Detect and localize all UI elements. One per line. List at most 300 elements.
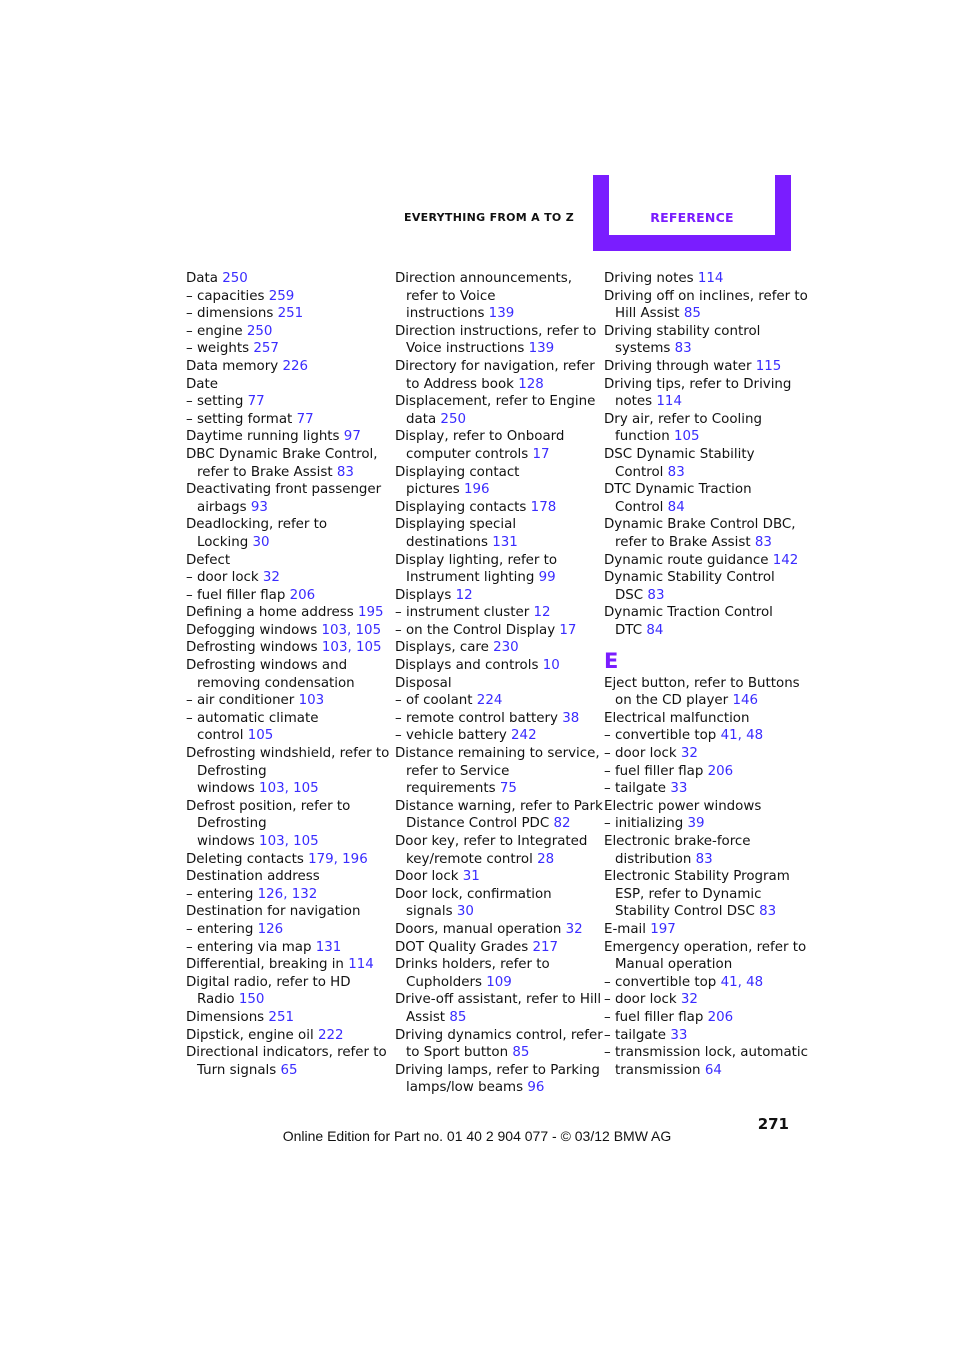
index-entry-text: Digital radio, refer to HD xyxy=(186,974,351,990)
index-entry xyxy=(395,569,595,587)
index-entry xyxy=(186,727,386,745)
index-entry-text: Drive-off assistant, refer to Hill xyxy=(395,992,602,1008)
index-entry xyxy=(186,956,386,974)
index-entry xyxy=(395,745,600,763)
index-page-link[interactable]: 12 xyxy=(533,605,551,621)
index-page-link[interactable]: 142 xyxy=(772,552,799,568)
index-entry xyxy=(604,833,804,851)
index-entry-text: Deactivating front passenger xyxy=(186,482,382,498)
index-page-link[interactable]: 206 xyxy=(289,587,316,603)
index-entry-text: Control xyxy=(615,499,668,515)
index-entry xyxy=(604,499,804,517)
index-entry-text: Defrosting xyxy=(197,763,267,779)
index-entry xyxy=(395,393,595,411)
index-page-link[interactable]: 85 xyxy=(683,306,701,322)
index-entry-text: Dynamic Brake Control DBC, xyxy=(604,517,796,533)
index-entry-text: distribution xyxy=(615,851,696,867)
index-entry xyxy=(604,1044,809,1062)
index-page-link[interactable]: 126, 132 xyxy=(257,886,318,902)
index-entry xyxy=(395,305,595,323)
index-entry-text: DTC Dynamic Traction xyxy=(604,482,752,498)
index-entry xyxy=(395,710,595,728)
index-entry-text: Turn signals xyxy=(197,1062,281,1078)
index-entry xyxy=(186,692,386,710)
index-page-link[interactable]: 250 xyxy=(222,271,248,286)
index-entry xyxy=(395,446,595,464)
index-entry xyxy=(186,639,386,657)
index-entry-text: – tailgate xyxy=(604,781,671,797)
index-entry-text: – weights xyxy=(186,341,254,357)
index-entry xyxy=(395,886,595,904)
index-page-link[interactable]: 139 xyxy=(528,341,555,357)
index-page-link[interactable]: 64 xyxy=(704,1062,722,1078)
index-page-link[interactable]: 139 xyxy=(488,306,515,322)
index-entry-text: – door lock xyxy=(604,746,681,762)
index-entry xyxy=(604,956,804,974)
index-page-link[interactable]: 179, 196 xyxy=(308,851,368,867)
index-page-link[interactable]: 128 xyxy=(518,376,544,392)
index-page-link[interactable]: 83 xyxy=(695,851,713,867)
index-entry-text: Driving dynamics control, refer xyxy=(395,1027,603,1043)
index-page-link[interactable]: 77 xyxy=(296,411,314,427)
index-page-link[interactable]: 224 xyxy=(476,693,503,709)
index-entry xyxy=(604,393,804,411)
index-entry xyxy=(186,745,390,763)
index-page-link[interactable]: 105 xyxy=(247,728,274,744)
index-page-link[interactable]: 150 xyxy=(238,992,265,1008)
index-entry-text: Directory for navigation, refer xyxy=(395,358,595,374)
index-entry xyxy=(604,305,804,323)
index-page-link[interactable]: 65 xyxy=(280,1062,298,1078)
index-page-link[interactable]: 105 xyxy=(673,429,700,445)
index-entry xyxy=(186,464,386,482)
index-entry-text: – fuel filler flap xyxy=(604,763,708,779)
index-page-link[interactable]: 115 xyxy=(755,358,782,374)
index-entry xyxy=(604,974,804,992)
index-page-link[interactable]: 84 xyxy=(667,499,685,515)
index-entry-text: pictures xyxy=(406,482,465,498)
index-entry xyxy=(186,939,386,957)
index-page-link[interactable]: 222 xyxy=(317,1027,344,1043)
index-entry xyxy=(604,1062,804,1080)
index-entry-text: Distance Control PDC xyxy=(406,816,554,832)
index-entry xyxy=(395,288,595,306)
index-page-link[interactable]: 83 xyxy=(667,464,685,480)
section-header: EVERYTHING FROM A TO Z xyxy=(404,211,574,224)
index-entry xyxy=(186,446,386,464)
index-entry xyxy=(604,692,804,710)
index-entry-text: – instrument cluster xyxy=(395,605,534,621)
index-page-link[interactable]: 33 xyxy=(670,1027,688,1043)
index-entry xyxy=(395,516,595,534)
index-entry-text: Assist xyxy=(406,1009,450,1025)
index-entry-text: Displays and controls xyxy=(395,658,543,674)
index-entry xyxy=(186,833,386,851)
index-entry-text: DBC Dynamic Brake Control, xyxy=(186,446,378,462)
index-entry-text: Emergency operation, refer to xyxy=(604,939,807,955)
index-page-link[interactable]: 131 xyxy=(492,534,518,550)
index-page-link[interactable]: 250 xyxy=(440,411,466,427)
index-entry xyxy=(186,991,386,1009)
index-entry-text: Deleting contacts xyxy=(186,851,309,867)
reference-tab-inner xyxy=(609,175,775,235)
index-entry xyxy=(186,886,386,904)
index-page-link[interactable]: 114 xyxy=(656,394,682,410)
index-entry xyxy=(395,921,595,939)
index-entry-text: Defrosting windows and xyxy=(186,658,348,674)
index-entry-text: Display lighting, refer to xyxy=(395,552,558,568)
index-entry-text: – of coolant xyxy=(395,693,477,709)
index-entry-text: refer to Brake Assist xyxy=(615,534,755,550)
index-entry xyxy=(395,798,603,816)
index-entry-text: Instrument lighting xyxy=(406,570,539,586)
index-page-link[interactable]: 41, 48 xyxy=(720,728,764,744)
index-entry-text: – remote control battery xyxy=(395,710,563,726)
index-entry-text: control xyxy=(197,728,248,744)
index-entry xyxy=(395,270,595,288)
index-entry xyxy=(186,323,386,341)
index-entry xyxy=(604,534,804,552)
index-entry-text: Defrosting windshield, refer to xyxy=(186,746,390,762)
index-page-link[interactable]: 83 xyxy=(336,464,354,480)
index-entry-text: DTC xyxy=(615,622,647,638)
index-entry-text: Defrosting windows xyxy=(186,640,322,656)
index-entry xyxy=(395,675,595,693)
index-entry-text: windows xyxy=(197,834,260,849)
index-page-link[interactable]: 28 xyxy=(537,851,555,867)
index-entry-text: Date xyxy=(186,376,219,392)
index-page-link[interactable]: 114 xyxy=(697,271,724,286)
index-entry xyxy=(395,991,602,1009)
index-page-link[interactable]: 33 xyxy=(670,781,688,797)
index-page-link[interactable]: 17 xyxy=(559,622,577,638)
index-page-link[interactable]: 226 xyxy=(282,358,308,374)
index-page-link[interactable]: 75 xyxy=(499,781,517,797)
index-entry-text: Door key, refer to Integrated xyxy=(395,834,588,849)
index-page-link[interactable]: 77 xyxy=(247,394,265,410)
index-page-link[interactable]: 83 xyxy=(674,341,692,357)
index-entry xyxy=(604,921,804,939)
index-entry xyxy=(186,411,386,429)
index-entry-text: transmission xyxy=(615,1062,705,1078)
index-page-link[interactable]: 126 xyxy=(257,921,284,937)
index-page-link[interactable]: 242 xyxy=(511,728,537,744)
index-entry-text: Cupholders xyxy=(406,974,487,990)
index-page-link[interactable]: 93 xyxy=(250,499,268,515)
index-entry xyxy=(186,305,386,323)
index-entry xyxy=(604,1009,804,1027)
index-entry-text: data xyxy=(406,411,441,427)
index-entry-text: function xyxy=(615,429,674,445)
index-page-link[interactable]: 30 xyxy=(456,904,474,920)
index-entry xyxy=(395,851,595,869)
index-page-link[interactable]: 41, 48 xyxy=(720,974,764,990)
index-entry xyxy=(395,376,595,394)
index-entry-text: removing condensation xyxy=(197,675,355,691)
index-entry xyxy=(395,464,595,482)
index-entry xyxy=(604,552,804,570)
index-entry-text: Displaying special xyxy=(395,517,517,533)
index-page-link[interactable]: 39 xyxy=(687,816,705,832)
index-entry xyxy=(186,534,386,552)
index-entry-text: Displaying contact xyxy=(395,464,520,480)
index-letter-heading: E xyxy=(604,649,619,674)
index-page-link[interactable]: 32 xyxy=(262,570,280,586)
index-page-link[interactable]: 83 xyxy=(759,904,777,920)
index-page-link[interactable]: 103, 105 xyxy=(321,622,382,638)
index-entry xyxy=(395,534,595,552)
index-entry-text: Voice instructions xyxy=(406,341,529,357)
index-page-link[interactable]: 196 xyxy=(464,482,490,498)
index-entry-text: Driving through water xyxy=(604,358,756,374)
index-entry xyxy=(604,464,804,482)
index-page-link[interactable]: 178 xyxy=(530,499,557,515)
index-page-link[interactable]: 103, 105 xyxy=(259,834,319,849)
index-page-link[interactable]: 85 xyxy=(449,1009,467,1025)
index-entry-text: Driving notes xyxy=(604,271,698,286)
index-page-link[interactable]: 257 xyxy=(253,341,279,357)
index-entry-text: key/remote control xyxy=(406,851,538,867)
index-entry-text: Manual operation xyxy=(615,957,733,973)
index-entry xyxy=(186,851,386,869)
index-entry xyxy=(604,587,804,605)
index-entry xyxy=(186,358,386,376)
index-entry xyxy=(604,428,804,446)
index-entry xyxy=(186,815,386,833)
index-page-link[interactable]: 206 xyxy=(707,1009,734,1025)
index-entry xyxy=(604,604,804,622)
index-page-link[interactable]: 30 xyxy=(252,534,270,550)
index-column-1 xyxy=(186,270,390,1079)
index-page-link[interactable]: 83 xyxy=(647,587,665,603)
index-entry xyxy=(604,288,808,306)
index-entry-text: computer controls xyxy=(406,446,533,462)
index-entry xyxy=(395,727,595,745)
index-entry-text: on the CD player xyxy=(615,693,733,709)
index-entry xyxy=(604,516,804,534)
index-entry xyxy=(186,798,386,816)
index-entry xyxy=(395,411,595,429)
index-entry xyxy=(186,1044,386,1062)
index-page-link[interactable]: 146 xyxy=(732,693,758,709)
index-page-link[interactable]: 230 xyxy=(493,640,519,656)
index-entry-text: Dimensions xyxy=(186,1009,269,1025)
index-page-link[interactable]: 82 xyxy=(553,816,571,832)
index-entry xyxy=(186,780,386,798)
index-entry xyxy=(395,604,595,622)
index-entry-text: E-mail xyxy=(604,921,651,937)
index-entry xyxy=(395,974,595,992)
index-entry-text: – on the Control Display xyxy=(395,622,560,638)
index-entry xyxy=(395,956,595,974)
index-entry-text: Displays xyxy=(395,587,456,603)
index-entry-text: refer to Service xyxy=(406,763,510,779)
index-entry-text: Electrical malfunction xyxy=(604,710,750,726)
index-page-link[interactable]: 109 xyxy=(486,974,512,990)
index-entry-text: Eject button, refer to Buttons xyxy=(604,675,800,691)
index-entry xyxy=(604,939,807,957)
index-entry-text: Driving tips, refer to Driving xyxy=(604,376,792,392)
index-entry-text: Data memory xyxy=(186,358,283,374)
index-entry xyxy=(604,675,804,693)
index-entry xyxy=(186,499,386,517)
index-page-link[interactable]: 197 xyxy=(650,921,676,937)
index-entry-text: Doors, manual operation xyxy=(395,921,566,937)
index-entry-text: notes xyxy=(615,394,657,410)
index-entry xyxy=(604,991,804,1009)
index-entry xyxy=(395,622,595,640)
index-page-link[interactable]: 10 xyxy=(542,658,560,674)
index-entry xyxy=(186,1062,386,1080)
index-entry-text: – engine xyxy=(186,323,247,339)
index-entry xyxy=(186,1027,386,1045)
index-entry-text: Displaying contacts xyxy=(395,499,531,515)
index-page-link[interactable]: 103, 105 xyxy=(259,781,319,797)
index-page-link[interactable]: 131 xyxy=(315,939,342,955)
index-page-link[interactable]: 251 xyxy=(268,1009,294,1025)
index-entry-text: Distance remaining to service, xyxy=(395,746,600,762)
index-entry-text: – fuel filler flap xyxy=(604,1009,708,1025)
index-entry xyxy=(604,886,804,904)
index-entry xyxy=(604,446,804,464)
index-entry xyxy=(395,499,595,517)
index-entry xyxy=(604,710,804,728)
index-entry xyxy=(604,763,804,781)
index-entry-text: – setting xyxy=(186,394,248,410)
index-entry-text: Driving lamps, refer to Parking xyxy=(395,1062,600,1078)
index-entry xyxy=(186,569,386,587)
reference-tab xyxy=(593,175,791,251)
index-page-link[interactable]: 12 xyxy=(455,587,473,603)
index-entry xyxy=(395,939,595,957)
index-page-link[interactable]: 17 xyxy=(532,446,550,462)
index-entry xyxy=(395,340,595,358)
index-page-link[interactable]: 206 xyxy=(707,763,734,779)
index-entry xyxy=(186,921,386,939)
index-entry xyxy=(186,657,386,675)
index-entry-text: Hill Assist xyxy=(615,306,684,322)
index-entry-text: requirements xyxy=(406,781,500,797)
index-page-link[interactable]: 259 xyxy=(268,288,295,304)
index-page-link[interactable]: 103 xyxy=(298,693,325,709)
index-entry-text: DOT Quality Grades xyxy=(395,939,533,955)
index-entry-text: Control xyxy=(615,464,668,480)
index-entry-text: – transmission lock, automatic xyxy=(604,1045,809,1061)
index-entry-text: Directional indicators, refer to xyxy=(186,1045,387,1061)
index-page-link[interactable]: 32 xyxy=(680,746,698,762)
index-entry xyxy=(395,657,595,675)
index-page-link[interactable]: 96 xyxy=(527,1080,545,1096)
index-page-link[interactable]: 114 xyxy=(348,957,374,973)
index-page-link[interactable]: 103, 105 xyxy=(321,640,382,656)
index-entry-text: to Sport button xyxy=(406,1045,513,1061)
index-entry xyxy=(604,815,804,833)
index-entry xyxy=(186,481,386,499)
index-entry xyxy=(395,815,595,833)
index-entry xyxy=(604,868,804,886)
index-entry-text: – entering xyxy=(186,886,258,902)
index-column-3 xyxy=(604,270,809,1079)
index-entry-text: Defect xyxy=(186,552,231,568)
index-entry-text: Defogging windows xyxy=(186,622,322,638)
index-entry-text: instructions xyxy=(406,306,489,322)
index-page-link[interactable]: 84 xyxy=(646,622,664,638)
page-number: 271 xyxy=(757,1115,789,1133)
index-entry-text: airbags xyxy=(197,499,251,515)
index-entry xyxy=(395,358,595,376)
index-entry-text: windows xyxy=(197,781,260,797)
index-entry xyxy=(395,1009,595,1027)
index-page-link[interactable]: 97 xyxy=(343,429,361,445)
index-entry-text: Electronic brake-force xyxy=(604,834,751,849)
index-page-link[interactable]: 32 xyxy=(565,921,583,937)
index-entry-text: – capacities xyxy=(186,288,269,304)
index-page-link[interactable]: 85 xyxy=(512,1045,530,1061)
index-page-link[interactable]: 250 xyxy=(246,323,273,339)
index-entry xyxy=(604,851,804,869)
index-entry xyxy=(186,710,386,728)
index-entry-text: Dynamic route guidance xyxy=(604,552,773,568)
index-entry-text: Defrosting xyxy=(197,816,267,832)
index-entry xyxy=(186,974,386,992)
index-entry xyxy=(395,903,595,921)
index-entry-text: Direction announcements, xyxy=(395,271,572,286)
index-entry-text: Data xyxy=(186,271,223,286)
index-entry-text: Dynamic Stability Control xyxy=(604,570,775,586)
index-entry xyxy=(186,340,386,358)
footer-edition: Online Edition for Part no. 01 40 2 904 077 - © 03/12 BMW AG xyxy=(282,1128,672,1144)
index-entry-text: refer to Brake Assist xyxy=(197,464,337,480)
index-page-link[interactable]: 83 xyxy=(754,534,772,550)
index-entry-text: – vehicle battery xyxy=(395,728,512,744)
index-entry-text: Door lock, confirmation xyxy=(395,886,552,902)
index-entry-text: Deadlocking, refer to xyxy=(186,517,328,533)
index-entry xyxy=(186,393,386,411)
index-page-link[interactable]: 38 xyxy=(562,710,580,726)
index-entry xyxy=(186,270,386,288)
index-entry-text: Differential, breaking in xyxy=(186,957,349,973)
index-entry xyxy=(395,587,595,605)
index-entry xyxy=(395,833,595,851)
index-entry xyxy=(395,639,595,657)
index-entry-text: Driving stability control xyxy=(604,323,761,339)
index-entry-text: Defrost position, refer to xyxy=(186,798,351,814)
index-entry-text: destinations xyxy=(406,534,493,550)
index-entry-text: to Address book xyxy=(406,376,519,392)
index-entry-text: lamps/low beams xyxy=(406,1080,528,1096)
index-column-2 xyxy=(395,270,603,1097)
index-entry-text: – convertible top xyxy=(604,974,721,990)
index-entry xyxy=(395,1027,603,1045)
index-entry xyxy=(186,552,386,570)
index-entry-text: Dynamic Traction Control xyxy=(604,605,773,621)
index-entry xyxy=(604,323,804,341)
index-entry xyxy=(395,868,595,886)
index-entry-text: – dimensions xyxy=(186,306,278,322)
index-entry xyxy=(395,1062,600,1080)
index-entry xyxy=(604,798,804,816)
index-page-link[interactable]: 31 xyxy=(462,869,480,885)
index-page-link[interactable]: 99 xyxy=(538,570,556,586)
index-page-link[interactable]: 32 xyxy=(680,992,698,1008)
index-page-link[interactable]: 217 xyxy=(532,939,559,955)
index-entry-text: Stability Control DSC xyxy=(615,904,760,920)
index-page-link[interactable]: 251 xyxy=(277,306,304,322)
index-page-link[interactable]: 195 xyxy=(357,605,384,621)
index-entry-text: Displays, care xyxy=(395,640,494,656)
index-entry xyxy=(186,675,386,693)
index-entry-text: Electric power windows xyxy=(604,798,762,814)
